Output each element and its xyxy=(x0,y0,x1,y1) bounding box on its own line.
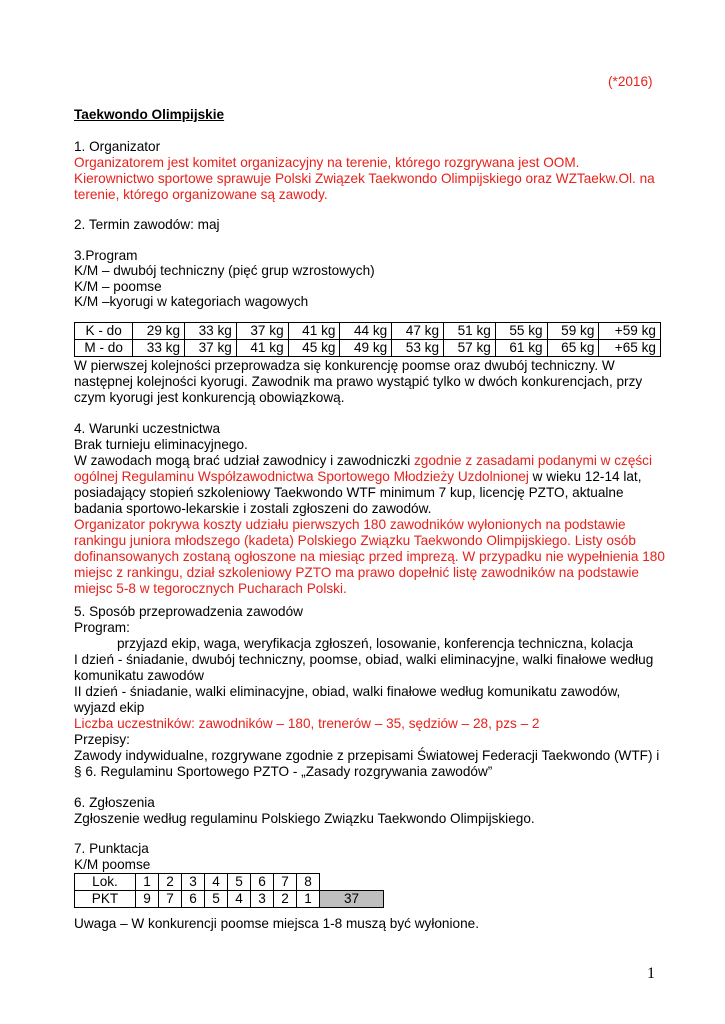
table-cell: 3 xyxy=(251,891,274,908)
section-4-text: badania sportowo-lekarskie i zostali zgłoszeni do zawodów. xyxy=(74,501,432,516)
rules-text: Zawody indywidualne, rozgrywane zgodnie z przepisami Światowej Federacji Taekwondo (WTF) i xyxy=(74,748,660,763)
section-4-red-text: miejsc 5-8 w tegorocznych Pucharach Polski. xyxy=(74,581,347,596)
schedule-line: komunikatu zawodów xyxy=(74,668,204,683)
table-cell: 33 kg xyxy=(185,323,237,340)
empty-cell xyxy=(320,874,384,891)
table-cell: 2 xyxy=(274,891,297,908)
section-4-red-text: rankingu juniora młodszego (kadeta) Polskiego Związku Taekwondo Olimpijskiego. Listy osób xyxy=(74,533,636,548)
section-6-text: Zgłoszenie według regulaminu Polskiego Związku Taekwondo Olimpijskiego. xyxy=(74,811,535,826)
program-note: czym kyorugi jest konkurencją obowiązkową. xyxy=(74,390,345,405)
weight-categories-table xyxy=(74,322,661,357)
table-cell: 61 kg xyxy=(495,340,547,357)
poomse-note: Uwaga – W konkurencji poomse miejsca 1-8 muszą być wyłonione. xyxy=(74,916,479,931)
table-cell: +59 kg xyxy=(599,323,661,340)
program-label: Program: xyxy=(74,620,130,635)
table-cell: 4 xyxy=(228,891,251,908)
table-cell: 3 xyxy=(182,874,205,891)
program-note: następnej kolejności kyorugi. Zawodnik ma prawo wystąpić tylko w dwóch konkurencjach, przy xyxy=(74,374,643,389)
text-part: zgodnie z zasadami podanymi w części xyxy=(414,453,653,468)
table-cell: 5 xyxy=(205,891,228,908)
table-cell: 7 xyxy=(274,874,297,891)
table-cell: 65 kg xyxy=(547,340,599,357)
table-cell: 49 kg xyxy=(340,340,392,357)
section-1-text: Kierownictwo sportowe sprawuje Polski Związek Taekwondo Olimpijskiego oraz WZTaekw.Ol. na xyxy=(74,171,655,186)
section-4-text: posiadający stopień szkoleniowy Taekwondo WTF minimum 7 kup, licencję PZTO, aktualne xyxy=(74,485,624,500)
table-cell: 59 kg xyxy=(547,323,599,340)
section-1-text: Organizatorem jest komitet organizacyjny na terenie, którego rozgrywana jest OOM. xyxy=(74,155,580,170)
table-cell: 9 xyxy=(136,891,159,908)
section-1-text: terenie, którego organizowane są zawody. xyxy=(74,187,328,202)
section-4-red-text: dofinansowanych zostaną ogłoszone na miesiąc przed imprezą. W przypadku nie wypełnienia 180 xyxy=(74,549,665,564)
points-row xyxy=(75,891,384,908)
table-cell: +65 kg xyxy=(599,340,661,357)
placement-row xyxy=(75,874,384,891)
schedule-line: I dzień - śniadanie, dwubój techniczny, poomse, obiad, walki eliminacyjne, walki finałowe według xyxy=(74,652,654,667)
program-line: K/M – poomse xyxy=(74,279,162,294)
total-points-cell: 37 xyxy=(320,891,384,908)
table-cell: 1 xyxy=(297,891,320,908)
table-cell: 51 kg xyxy=(444,323,496,340)
year-tag: (*2016) xyxy=(608,74,653,89)
table-cell: 6 xyxy=(251,874,274,891)
table-cell: 5 xyxy=(228,874,251,891)
table-cell: 41 kg xyxy=(236,340,288,357)
table-cell: 4 xyxy=(205,874,228,891)
section-4-red-text: miejsc z rankingu, dział szkoleniowy PZTO ma prawo dopełnić listę zawodników na podstawie xyxy=(74,565,639,580)
weight-row-m xyxy=(75,340,661,357)
section-3-heading: 3.Program xyxy=(74,248,138,263)
table-cell: 57 kg xyxy=(444,340,496,357)
rules-text: § 6. Regulaminu Sportowego PZTO - „Zasady rozgrywania zawodów” xyxy=(74,764,493,779)
table-cell: 33 kg xyxy=(133,340,185,357)
schedule-line: wyjazd ekip xyxy=(74,700,145,715)
section-4-text: Brak turnieju eliminacyjnego. xyxy=(74,437,248,452)
text-part: W zawodach mogą brać udział zawodnicy i zawodniczki xyxy=(74,453,414,468)
schedule-line: II dzień - śniadanie, walki eliminacyjne, obiad, walki finałowe według komunikatu zawodów, xyxy=(74,684,621,699)
section-2-heading: 2. Termin zawodów: maj xyxy=(74,217,220,232)
section-7-heading: 7. Punktacja xyxy=(74,841,149,856)
table-cell: 53 kg xyxy=(392,340,444,357)
section-4-heading: 4. Warunki uczestnictwa xyxy=(74,421,221,436)
section-5-heading: 5. Sposób przeprowadzenia zawodów xyxy=(74,604,303,619)
weight-row-k xyxy=(75,323,661,340)
table-cell: 55 kg xyxy=(495,323,547,340)
document-title: Taekwondo Olimpijskie xyxy=(74,107,225,122)
poomse-label: K/M poomse xyxy=(74,857,151,872)
table-cell: 29 kg xyxy=(133,323,185,340)
text-part: ogólnej Regulaminu Współzawodnictwa Sportowego Młodzieży Uzdolnionej xyxy=(74,469,529,484)
program-note: W pierwszej kolejności przeprowadza się konkurencję poomse oraz dwubój techniczny. W xyxy=(74,358,615,373)
program-line: K/M – dwubój techniczny (pięć grup wzrostowych) xyxy=(74,263,375,278)
table-cell: Lok. xyxy=(75,874,136,891)
table-cell: 6 xyxy=(182,891,205,908)
participants-count: Liczba uczestników: zawodników – 180, trenerów – 35, sędziów – 28, pzs – 2 xyxy=(74,716,540,731)
table-cell: 47 kg xyxy=(392,323,444,340)
table-cell: 37 kg xyxy=(236,323,288,340)
table-cell: 41 kg xyxy=(288,323,340,340)
table-cell: K - do xyxy=(75,323,133,340)
table-cell: 1 xyxy=(136,874,159,891)
section-6-heading: 6. Zgłoszenia xyxy=(74,795,155,810)
section-1-heading: 1. Organizator xyxy=(74,139,161,154)
schedule-line: przyjazd ekip, waga, weryfikacja zgłoszeń, losowanie, konferencja techniczna, kolacja xyxy=(117,636,634,651)
program-line: K/M –kyorugi w kategoriach wagowych xyxy=(74,294,309,309)
table-cell: 2 xyxy=(159,874,182,891)
table-cell: 7 xyxy=(159,891,182,908)
table-cell: 45 kg xyxy=(288,340,340,357)
page-number: 1 xyxy=(647,965,655,982)
section-4-text xyxy=(74,453,652,470)
table-cell: PKT xyxy=(75,891,136,908)
poomse-points-table xyxy=(74,873,384,908)
table-cell: 37 kg xyxy=(185,340,237,357)
rules-label: Przepisy: xyxy=(74,732,130,747)
table-cell: 8 xyxy=(297,874,320,891)
text-part: w wieku 12-14 lat, xyxy=(528,469,642,484)
table-cell: M - do xyxy=(75,340,133,357)
section-4-text xyxy=(74,469,641,486)
section-4-red-text: Organizator pokrywa koszty udziału pierwszych 180 zawodników wyłonionych na podstawie xyxy=(74,517,626,532)
table-cell: 44 kg xyxy=(340,323,392,340)
